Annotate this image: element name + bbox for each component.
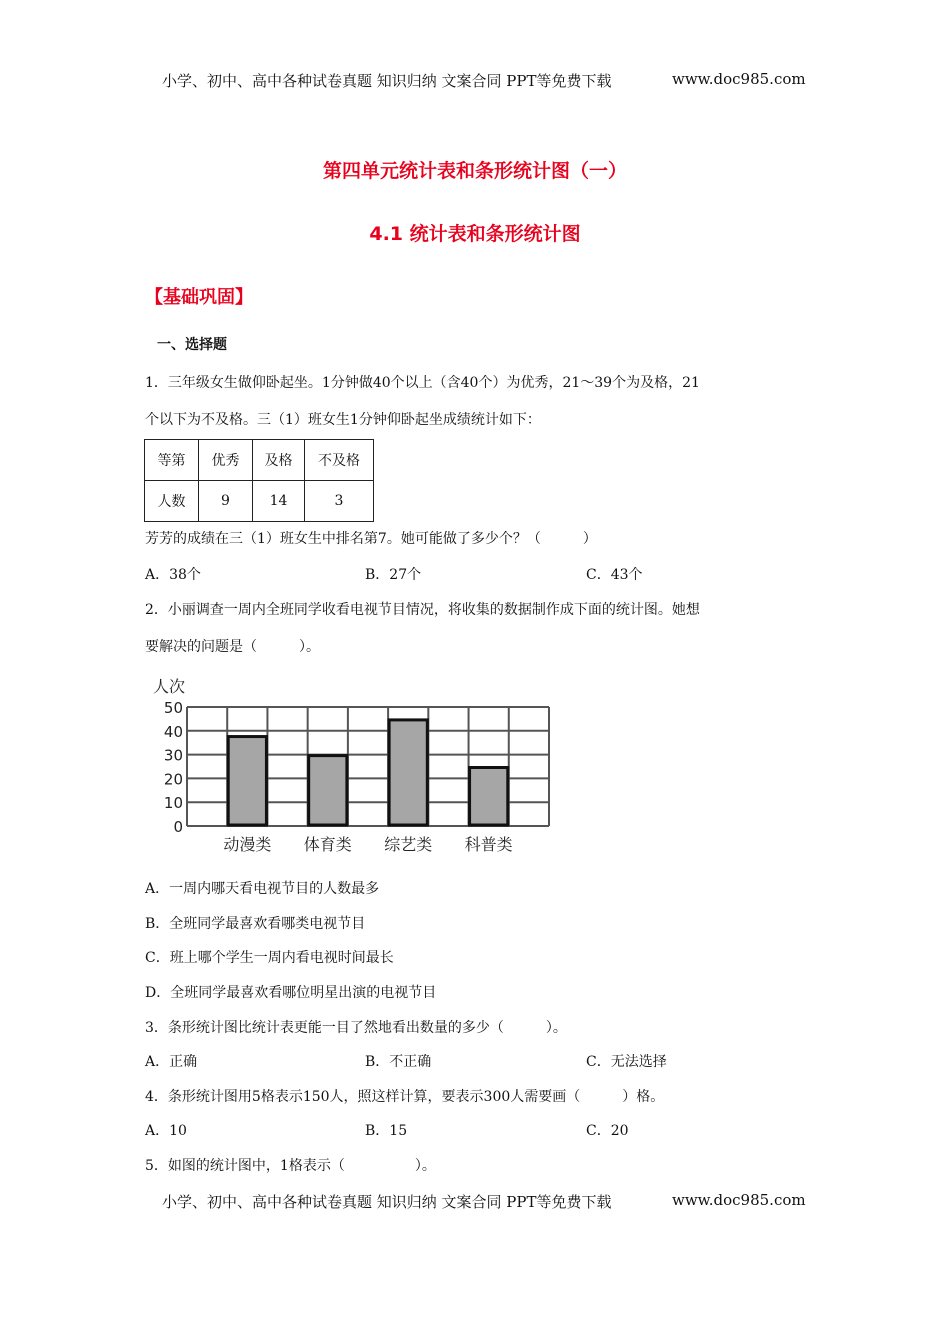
q1-option-c[interactable]: C．43个	[586, 567, 643, 583]
q4-stem: 4．条形统计图用5格表示150人，照这样计算，要表示300人需要画（ ）格。	[145, 1089, 665, 1105]
q1-stem-line-2: 个以下为不及格。三（1）班女生1分钟仰卧起坐成绩统计如下：	[145, 412, 541, 428]
table-cell: 等第	[145, 440, 199, 481]
y-tick-label: 50	[163, 699, 183, 717]
q3-option-a[interactable]: A．正确	[145, 1054, 198, 1070]
table-cell: 及格	[253, 440, 305, 481]
table-cell: 9	[199, 481, 253, 522]
header-banner: 小学、初中、高中各种试卷真题 知识归纳 文案合同 PPT等免费下载	[162, 72, 612, 90]
q1-stem-line-1: 1．三年级女生做仰卧起坐。1分钟做40个以上（含40个）为优秀，21～39个为及格，21	[145, 375, 700, 391]
q4-option-a[interactable]: A．10	[145, 1123, 187, 1139]
table-cell: 不及格	[305, 440, 374, 481]
bar-4	[470, 768, 508, 826]
section-heading: 【基础巩固】	[145, 287, 253, 308]
q2-option-b[interactable]: B．全班同学最喜欢看哪类电视节目	[145, 916, 366, 932]
grade-table	[144, 439, 374, 522]
x-category-label: 动漫类	[223, 835, 272, 854]
q4-option-b[interactable]: B．15	[365, 1123, 408, 1139]
bar-chart-svg	[145, 672, 565, 862]
q3-option-c[interactable]: C．无法选择	[586, 1054, 667, 1070]
q3-option-b[interactable]: B．不正确	[365, 1054, 432, 1070]
table-cell: 3	[305, 481, 374, 522]
y-tick-label: 10	[163, 794, 183, 813]
table-row	[145, 481, 374, 522]
footer-banner: 小学、初中、高中各种试卷真题 知识归纳 文案合同 PPT等免费下载	[162, 1193, 612, 1211]
q2-option-a[interactable]: A．一周内哪天看电视节目的人数最多	[145, 881, 380, 897]
table-cell: 14	[253, 481, 305, 522]
q1-ask: 芳芳的成绩在三（1）班女生中排名第7。她可能做了多少个？（ ）	[145, 531, 597, 547]
q2-option-d[interactable]: D．全班同学最喜欢看哪位明星出演的电视节目	[145, 985, 437, 1001]
q2-stem-line-2: 要解决的问题是（ ）。	[145, 639, 320, 655]
table-cell: 人数	[145, 481, 199, 522]
x-category-label: 科普类	[464, 835, 513, 854]
page-header	[162, 70, 806, 91]
question-type-heading: 一、选择题	[157, 337, 227, 353]
q4-option-c[interactable]: C．20	[586, 1123, 629, 1139]
bar-3	[389, 720, 427, 825]
q3-stem: 3．条形统计图比统计表更能一目了然地看出数量的多少（ ）。	[145, 1020, 567, 1036]
lesson-title: 4.1 统计表和条形统计图	[369, 223, 581, 245]
y-axis-label: 人次	[153, 677, 186, 696]
bar-2	[309, 756, 347, 825]
q1-option-b[interactable]: B．27个	[365, 567, 422, 583]
y-tick-label: 0	[173, 818, 183, 836]
table-cell: 优秀	[199, 440, 253, 481]
y-tick-label: 30	[163, 746, 183, 765]
y-tick-label: 40	[163, 722, 183, 741]
unit-title: 第四单元统计表和条形统计图（一）	[322, 160, 627, 182]
q2-option-c[interactable]: C．班上哪个学生一周内看电视时间最长	[145, 950, 394, 966]
q1-option-a[interactable]: A．38个	[145, 567, 201, 583]
tv-program-bar-chart	[145, 672, 565, 862]
header-site-link[interactable]: www.doc985.com	[672, 70, 806, 88]
page-footer	[162, 1191, 806, 1212]
bar-1	[228, 737, 266, 825]
table-row	[145, 440, 374, 481]
q2-stem-line-1: 2．小丽调查一周内全班同学收看电视节目情况，将收集的数据制作成下面的统计图。她想	[145, 602, 700, 618]
x-category-label: 综艺类	[384, 835, 433, 854]
x-category-label: 体育类	[303, 835, 352, 854]
y-tick-label: 20	[163, 770, 183, 789]
q5-stem: 5．如图的统计图中，1格表示（ ）。	[145, 1158, 436, 1174]
footer-site-link[interactable]: www.doc985.com	[672, 1191, 806, 1209]
